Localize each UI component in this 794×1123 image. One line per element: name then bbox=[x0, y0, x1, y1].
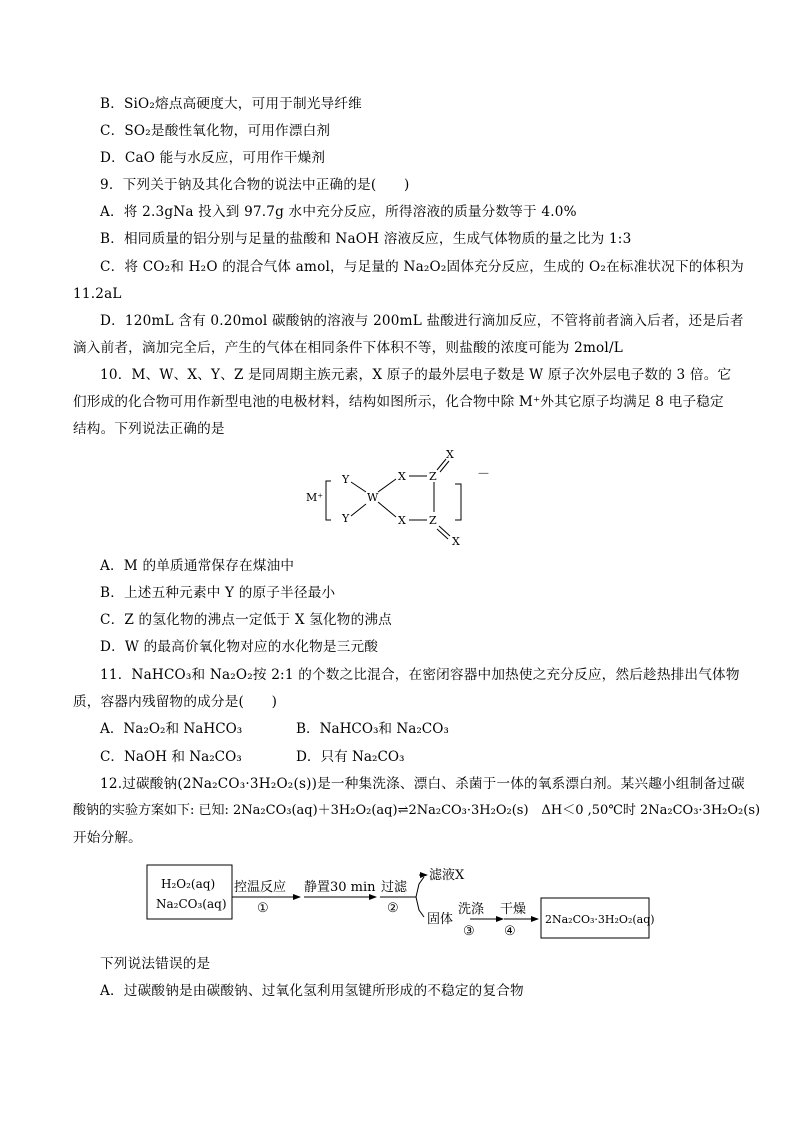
q10-option-d: D．W 的最高价氧化物对应的水化物是三元酸 bbox=[100, 639, 379, 655]
step5-number: ④ bbox=[504, 924, 516, 939]
q10-structure-diagram bbox=[300, 444, 500, 552]
q10-stem-line1: 10．M、W、X、Y、Z 是同周期主族元素，X 原子的最外层电子数是 W 原子次外层电子数的 3 倍。它 bbox=[100, 367, 732, 383]
right-bracket bbox=[455, 484, 461, 520]
q10-option-b: B．上述五种元素中 Y 的原子半径最小 bbox=[100, 585, 336, 601]
branch-down bbox=[416, 897, 424, 917]
q9-option-c-line1: C．将 CO₂和 H₂O 的混合气体 amol，与足量的 Na₂O₂固体充分反应，生成的 O₂在标准状况下的体积为 bbox=[100, 259, 744, 275]
charge-label: － bbox=[477, 467, 491, 482]
q12-stem-line2: 酸钠的实验方案如下: 已知: 2Na₂CO₃(aq)＋3H₂O₂(aq)⇌2Na₂CO₃·3H₂O₂(s) ΔH＜0 ,50℃时 2Na₂CO₃·3H₂O₂(s) bbox=[73, 803, 761, 818]
q12-stem-line3: 开始分解。 bbox=[73, 830, 142, 846]
bond-w-x-bottom bbox=[378, 502, 396, 517]
q8-option-c: C．SO₂是酸性氧化物，可用作漂白剂 bbox=[100, 123, 331, 139]
q9-option-a: A．将 2.3gNa 投入到 97.7g 水中充分反应，所得溶液的质量分数等于 4.0% bbox=[100, 204, 577, 220]
atom-y-bottom: Y bbox=[342, 512, 350, 525]
atom-x-double-top: X bbox=[446, 448, 454, 461]
bond-z-x-double-bottom-1 bbox=[439, 526, 450, 536]
step3-number: ② bbox=[387, 901, 399, 916]
atom-w: W bbox=[367, 491, 379, 504]
q11-option-a: A．Na₂O₂和 NaHCO₃ bbox=[100, 721, 243, 737]
q11-option-c: C．NaOH 和 Na₂CO₃ bbox=[100, 749, 242, 765]
bond-z-x-double-bottom-2 bbox=[437, 529, 448, 539]
atom-x-double-bottom: X bbox=[452, 535, 460, 548]
atom-x-bottom: X bbox=[398, 514, 406, 527]
bond-w-x-top bbox=[378, 479, 396, 492]
step4-label: 洗涤 bbox=[458, 902, 485, 917]
step1-label: 控温反应 bbox=[234, 880, 287, 895]
q8-option-d: D．CaO 能与水反应，可用作干燥剂 bbox=[100, 150, 326, 166]
q9-option-d-line2: 滴入前者，滴加完全后，产生的气体在相同条件下体积不等，则盐酸的浓度可能为 2mol/L bbox=[73, 340, 623, 356]
q11-stem-line2: 质，容器内残留物的成分是( ) bbox=[73, 694, 278, 710]
cation-label: M⁺ bbox=[306, 491, 324, 504]
reactant-2: Na₂CO₃(aq) bbox=[156, 897, 227, 911]
q11-option-d: D．只有 Na₂CO₃ bbox=[296, 749, 405, 765]
solid-label: 固体 bbox=[427, 912, 454, 927]
q9-option-d-line1: D．120mL 含有 0.20mol 碳酸钠的溶液与 200mL 盐酸进行滴加反应，不管将前者滴入后者，还是后者 bbox=[100, 313, 744, 329]
step3-label: 过滤 bbox=[381, 880, 408, 895]
q12-question: 下列说法错误的是 bbox=[100, 956, 211, 972]
q11-stem-line1: 11．NaHCO₃和 Na₂O₂按 2:1 的个数之比混合，在密闭容器中加热使之充分反应，然后趁热排出气体物 bbox=[100, 667, 740, 683]
q10-stem-line2: 们形成的化合物可用作新型电池的电极材料，结构如图所示，化合物中除 M⁺外其它原子均满足 8 电子稳定 bbox=[73, 394, 724, 410]
step1-number: ① bbox=[257, 901, 269, 916]
atom-y-top: Y bbox=[342, 473, 350, 486]
q8-option-b: B．SiO₂熔点高硬度大，可用于制光导纤维 bbox=[100, 96, 362, 112]
q12-option-a: A．过碳酸钠是由碳酸钠、过氧化氢利用氢键所形成的不稳定的复合物 bbox=[100, 983, 524, 999]
bond-y-w-top bbox=[351, 482, 366, 492]
step4-number: ③ bbox=[463, 924, 475, 939]
step5-label: 干燥 bbox=[500, 902, 527, 917]
reactant-1: H₂O₂(aq) bbox=[161, 877, 216, 891]
branch-up bbox=[416, 877, 424, 897]
filtrate-label: 滤液X bbox=[429, 868, 465, 883]
q10-stem-line3: 结构。下列说法正确的是 bbox=[73, 421, 225, 437]
q9-stem: 9．下列关于钠及其化合物的说法中正确的是( ) bbox=[100, 177, 410, 193]
q11-option-b: B．NaHCO₃和 Na₂CO₃ bbox=[296, 721, 449, 737]
left-bracket bbox=[326, 481, 331, 520]
q9-option-b: B．相同质量的铝分别与足量的盐酸和 NaOH 溶液反应，生成气体物质的量之比为 1:3 bbox=[100, 231, 632, 247]
q10-option-a: A．M 的单质通常保存在煤油中 bbox=[100, 558, 295, 574]
q9-option-c-line2: 11.2aL bbox=[73, 286, 122, 302]
q12-flow-diagram bbox=[140, 860, 660, 944]
atom-z-bottom: Z bbox=[429, 514, 437, 527]
bond-z-x-double-top-2 bbox=[440, 461, 449, 472]
bond-z-x-double-top-1 bbox=[437, 459, 446, 470]
atom-z-top: Z bbox=[429, 470, 437, 483]
q10-option-c: C．Z 的氢化物的沸点一定低于 X 氢化物的沸点 bbox=[100, 612, 392, 628]
q12-stem-line1: 12.过碳酸钠(2Na₂CO₃·3H₂O₂(s))是一种集洗涤、漂白、杀菌于一体的氧系漂白剂。某兴趣小组制备过碳 bbox=[100, 776, 745, 792]
step2-label: 静置30 min bbox=[304, 880, 376, 895]
atom-x-top: X bbox=[398, 470, 406, 483]
bond-y-w-bottom bbox=[351, 504, 366, 516]
product-label: 2Na₂CO₃·3H₂O₂(aq) bbox=[545, 913, 655, 926]
